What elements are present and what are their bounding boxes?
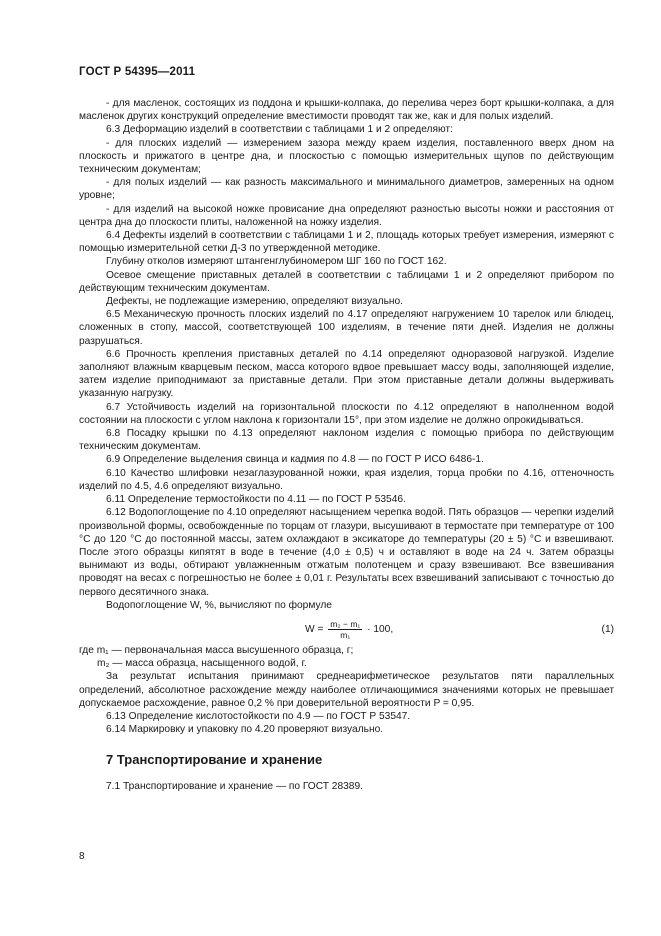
paragraph: За результат испытания принимают среднеарифметическое результатов пяти параллельных определений, абсолютное расхождение между наиболее отличающимися значениями которых не превышает допускаемое расхождение, равное 0,2 % при доверительной вероятности P = 0,95.: [79, 671, 614, 709]
paragraph: - для полых изделий — как разность максимального и минимального диаметров, замеренных на одном уровне;: [79, 177, 614, 202]
formula-rhs: · 100,: [367, 624, 394, 636]
paragraph: 7.1 Транспортирование и хранение — по ГОСТ 28389.: [106, 780, 363, 792]
paragraph: 6.8 Посадку крышки по 4.13 определяют наклоном изделия с помощью прибора по действующим техническим документам.: [79, 428, 614, 453]
document-body: [79, 97, 614, 793]
paragraph: 6.12 Водопоглощение по 4.10 определяют насыщением черепка водой. Пять образцов — черепки изделий произвольной формы, освобожденные по торцам от глазури, высушивают в термостате при температуре от 100 °С до 120 °С до постоянной массы, затем охлаждают в эксикаторе до температуры (20 ± 5) °С и взвешивают. После этого образцы кипятят в воде в течение (4,0 ± 0,5) ч и оставляют в воде на 24 ч. Затем образцы вынимают из воды, обтирают увлажненным отжатым полотенцем и сразу взвешивают. Все взвешивания проводят на весах с погрешностью не более ± 0,01 г. Результаты всех взвешиваний записывают с точностью до первого десятичного знака.: [79, 507, 614, 598]
paragraph: Водопоглощение W, %, вычисляют по формуле: [106, 599, 332, 611]
paragraph: 6.5 Механическую прочность плоских изделий по 4.17 определяют нагружением 10 тарелок или блюдец, сложенных в стопу, массой, соответствующей 100 изделиям, в течение пяти дней. Изделия не должны разрушаться.: [79, 309, 614, 347]
paragraph: 6.11 Определение термостойкости по 4.11 — по ГОСТ Р 53546.: [106, 494, 406, 506]
paragraph: 6.13 Определение кислотостойкости по 4.9 — по ГОСТ Р 53547.: [106, 710, 411, 722]
formula-fraction: [328, 619, 362, 640]
where-line: где m₁ — первоначальная масса высушенного образца, г;: [79, 644, 354, 656]
paragraph: 6.3 Деформацию изделий в соответствии с таблицами 1 и 2 определяют:: [106, 124, 453, 136]
paragraph: 6.14 Маркировку и упаковку по 4.20 проверяют визуально.: [106, 724, 384, 736]
page-number: 8: [79, 851, 85, 862]
formula-1: [79, 615, 614, 641]
paragraph: 6.9 Определение выделения свинца и кадмия по 4.8 — по ГОСТ Р ИСО 6486-1.: [106, 454, 484, 466]
formula-denominator: m₁: [340, 629, 351, 640]
document-header: ГОСТ Р 54395—2011: [79, 66, 196, 78]
paragraph: Осевое смещение приставных деталей в соответствии с таблицами 1 и 2 определяют прибором по действующим техническим документам.: [79, 269, 614, 294]
paragraph: Дефекты, не подлежащие измерению, определяют визуально.: [106, 296, 403, 308]
paragraph: 6.6 Прочность крепления приставных деталей по 4.14 определяют одноразовой нагрузкой. Изделие заполняют влажным кварцевым песком, масса которого вдвое превышает массу воды, заполняющей изделие, затем изделие приподнимают за приставные детали. При этом приставные детали должны выдерживать указанную нагрузку.: [79, 348, 614, 400]
paragraph: - для масленок, состоящих из поддона и крышки-колпака, до перелива через борт крышки-колпака, а для масленок других конструкций определение вместимости проводят так же, как и для полых изделий.: [79, 98, 614, 123]
formula-number: (1): [601, 623, 614, 635]
formula-numerator: m₂ − m₁: [330, 618, 361, 629]
formula-lhs: W =: [305, 624, 324, 636]
section-heading: 7 Транспортирование и хранение: [106, 752, 323, 768]
paragraph: 6.4 Дефекты изделий в соответствии с таблицами 1 и 2, площадь которых требует измерения, измеряют с помощью измерительной сетки Д-3 по утвержденной методике.: [79, 230, 614, 255]
paragraph: - для плоских изделий — измерением зазора между краем изделия, поставленного вверх дном на плоскость и прижатого в центре дна, и плоскостью с помощью измерительных щупов по действующим техническим документам;: [79, 137, 614, 176]
formula-expression: [305, 619, 393, 640]
paragraph: 6.10 Качество шлифовки незаглазурованной ножки, края изделия, торца пробки по 4.16, оттеночность изделий по 4.5, 4.6 определяют визуально.: [79, 467, 614, 492]
where-line: m₂ — масса образца, насыщенного водой, г.: [97, 658, 307, 670]
paragraph: - для изделий на высокой ножке провисание дна определяют разностью высоты ножки и расстояния от центра дна до плоскости плиты, наложенной на ножку изделия.: [79, 203, 614, 228]
paragraph: 6.7 Устойчивость изделий на горизонтальной плоскости по 4.12 определяют в наполненном водой состоянии на плоскости с углом наклона к горизонтали 15°, при этом изделие не должно опрокидываться.: [79, 401, 614, 426]
paragraph: Глубину отколов измеряют штангенглубиномером ШГ 160 по ГОСТ 162.: [106, 256, 447, 268]
